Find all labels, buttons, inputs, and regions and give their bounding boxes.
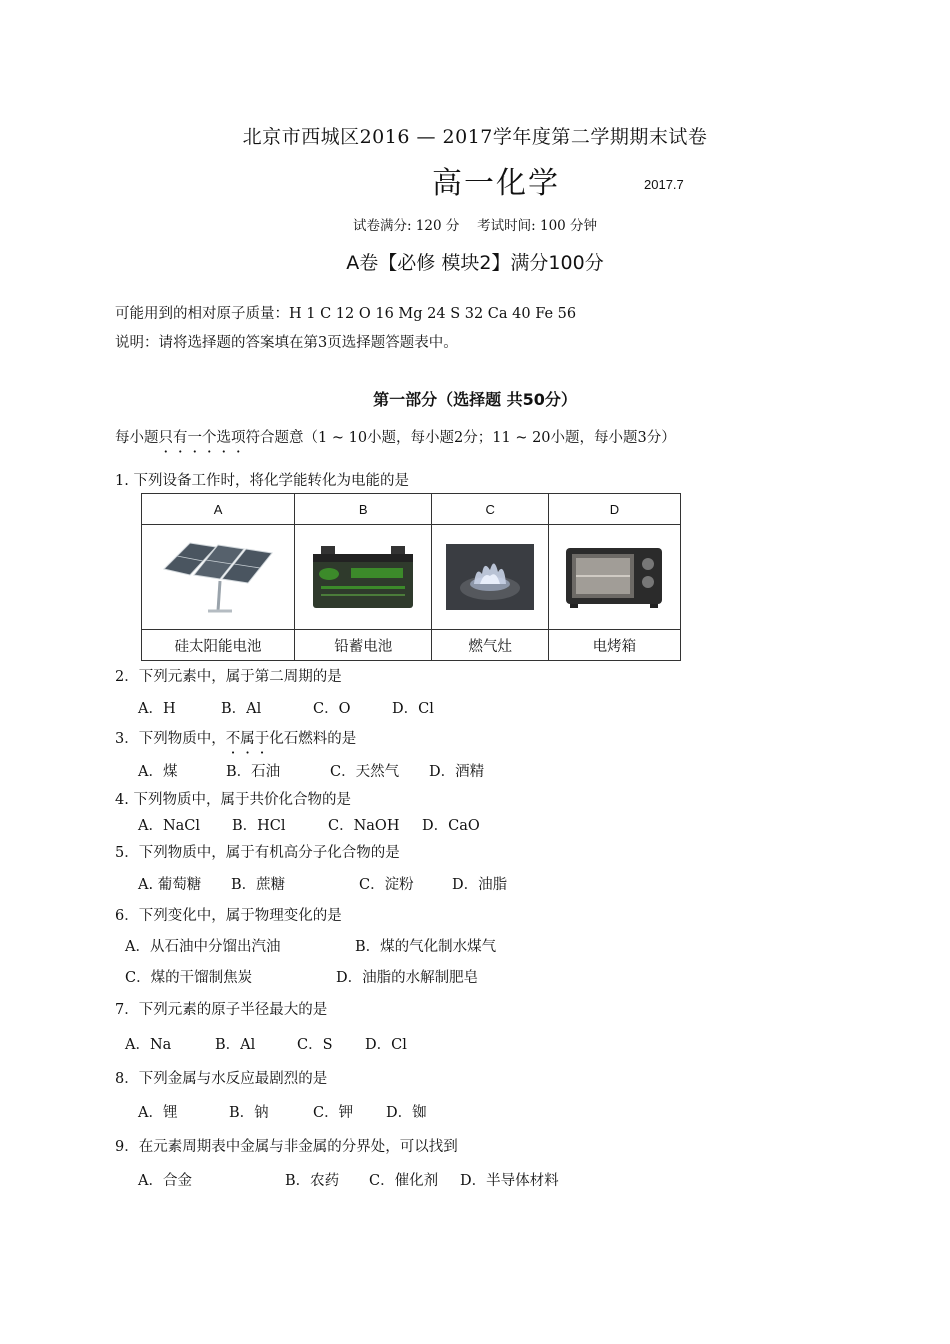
question-9-stem: 9．在元素周期表中金属与非金属的分界处，可以找到 [115,1139,458,1155]
question-4-option-c: C．NaOH [328,818,400,834]
question-7-option-c: C．S [297,1037,333,1053]
question-7-option-d: D．Cl [365,1037,407,1053]
question-3-option-b: B．石油 [226,764,281,780]
question-3-option-a: A．煤 [138,764,178,780]
question-1-table [141,493,681,661]
question-8-option-b: B．钠 [229,1105,269,1121]
question-6-option-b: B．煤的气化制水煤气 [355,939,497,955]
table-header-c: C [432,494,548,525]
exam-title: 北京市西城区2016 — 2017学年度第二学期期末试卷 [242,126,708,148]
part1-title: 第一部分（选择题 共50分） [373,390,577,409]
question-5-option-b: B．蔗糖 [231,877,286,893]
question-3-stem: 3．下列物质中，不属于化石燃料的是 [115,731,357,747]
question-8-option-a: A．锂 [138,1105,178,1121]
question-8-option-d: D．铷 [386,1105,427,1121]
question-1-stem: 1. 下列设备工作时，将化学能转化为电能的是 [115,473,409,489]
question-8-stem: 8．下列金属与水反应最剧烈的是 [115,1071,328,1087]
question-5-option-d: D．油脂 [452,877,508,893]
question-3-option-d: D．酒精 [429,764,485,780]
question-5-stem: 5．下列物质中，属于有机高分子化合物的是 [115,845,400,861]
question-9-option-b: B．农药 [285,1173,340,1189]
question-4-option-a: A．NaCl [138,818,201,834]
question-2-option-c: C．O [313,701,351,717]
question-6-option-a: A．从石油中分馏出汽油 [125,939,281,955]
question-9-option-c: C．催化剂 [369,1173,439,1189]
table-header-b: B [295,494,432,525]
gas-stove-flame-image [446,544,534,610]
question-2-option-b: B．Al [221,701,262,717]
instructions-note: 说明：请将选择题的答案填在第3页选择题答题表中。 [115,335,458,351]
table-caption-a: 硅太阳能电池 [142,630,295,661]
question-5-option-a: A. 葡萄糖 [138,877,202,893]
question-7-stem: 7．下列元素的原子半径最大的是 [115,1002,328,1018]
electric-oven-image [564,544,664,610]
lead-acid-battery-image [311,544,415,610]
part1-instruction: 每小题只有一个选项符合题意（1 ~ 10小题，每小题2分；11 ~ 20小题，每小题3分） [115,430,676,446]
solar-panel-image [160,539,276,615]
table-header-d: D [548,494,680,525]
question-7-option-b: B．Al [215,1037,256,1053]
question-6-stem: 6．下列变化中，属于物理变化的是 [115,908,342,924]
question-6-option-c: C．煤的干馏制焦炭 [125,970,253,986]
question-2-option-a: A．H [138,701,176,717]
question-8-option-c: C．钾 [313,1105,354,1121]
question-3-option-c: C．天然气 [330,764,400,780]
question-6-option-d: D．油脂的水解制肥皂 [336,970,479,986]
atomic-mass-line: 可能用到的相对原子质量：H 1 C 12 O 16 Mg 24 S 32 Ca 40 Fe 56 [115,306,577,322]
exam-meta: 试卷满分: 120 分 考试时间: 100 分钟 [352,218,598,234]
table-caption-b: 铅蓄电池 [295,630,432,661]
question-4-option-b: B．HCl [232,818,286,834]
question-2-option-d: D．Cl [392,701,434,717]
question-4-stem: 4. 下列物质中，属于共价化合物的是 [115,792,351,808]
question-7-option-a: A．Na [125,1037,172,1053]
question-9-option-d: D．半导体材料 [460,1173,559,1189]
question-5-option-c: C．淀粉 [359,877,414,893]
question-2-stem: 2．下列元素中，属于第二周期的是 [115,669,342,685]
table-header-a: A [142,494,295,525]
subject-title: 高一化学 [432,166,560,201]
question-4-option-d: D．CaO [422,818,480,834]
exam-date: 2017.7 [644,177,684,192]
table-caption-c: 燃气灶 [432,630,548,661]
table-caption-d: 电烤箱 [548,630,680,661]
question-9-option-a: A．合金 [138,1173,192,1189]
section-a-title: A卷【必修 模块2】满分100分 [346,252,604,274]
